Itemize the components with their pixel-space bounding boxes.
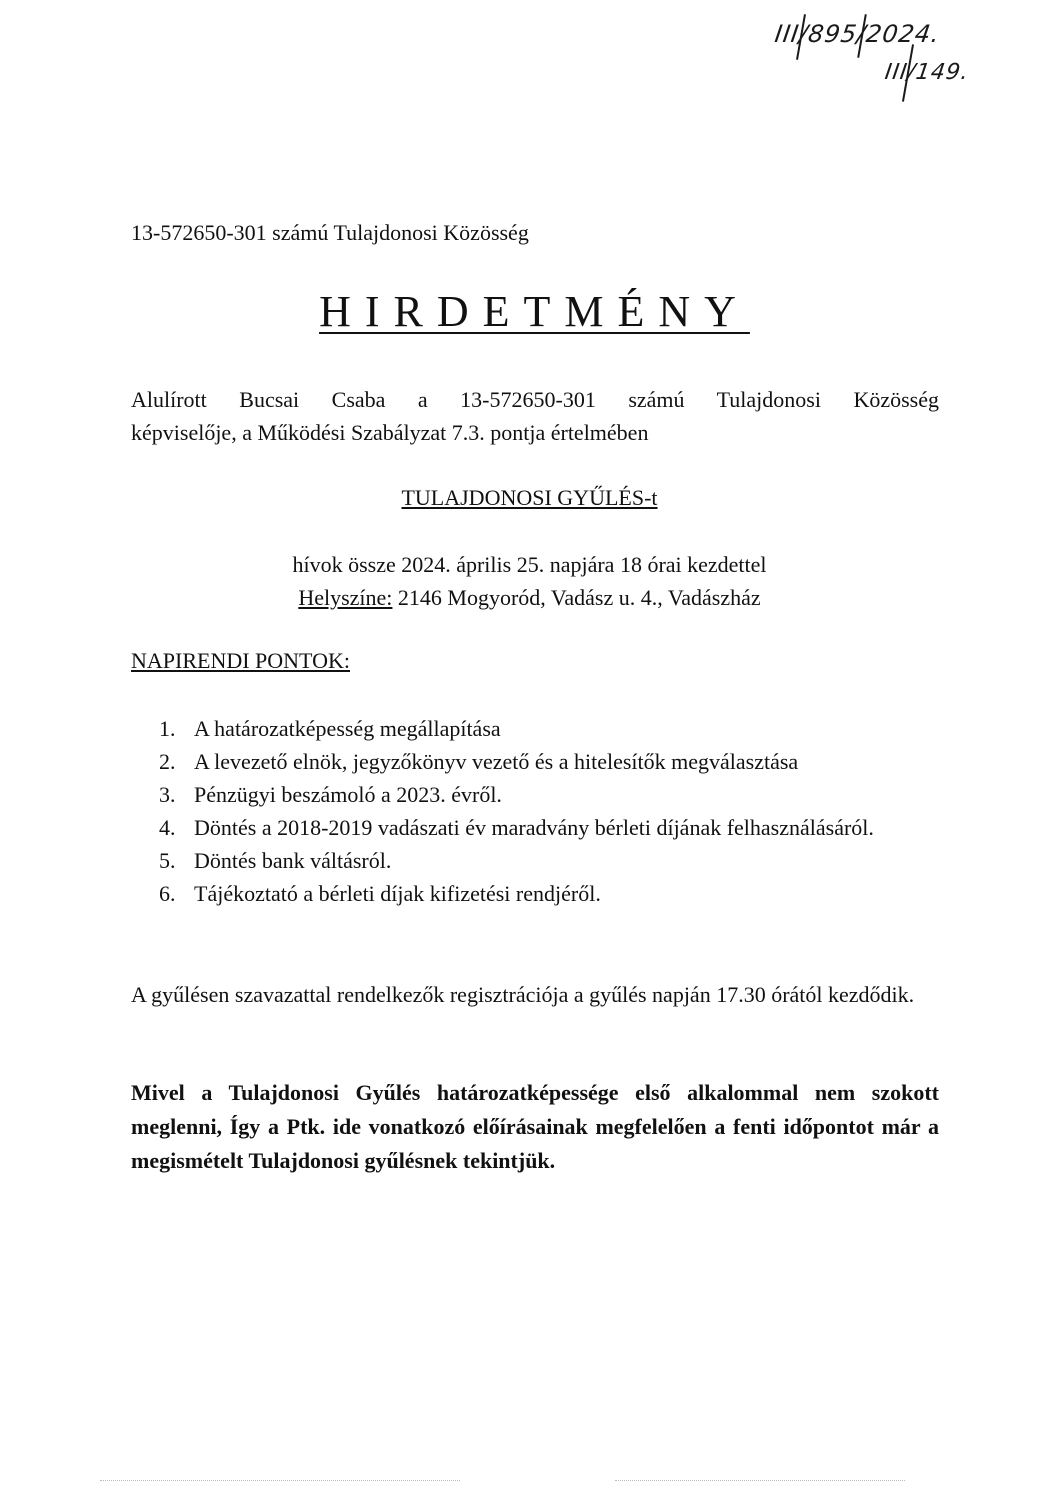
- agenda-item-number: 5.: [159, 848, 176, 873]
- agenda-item-text: Tájékoztató a bérleti díjak kifizetési rendjéről.: [194, 881, 601, 906]
- footer-scan-artifact: [615, 1480, 905, 1483]
- agenda-item-number: 2.: [159, 749, 176, 774]
- intro-line-1: Alulírott Bucsai Csaba a 13-572650-301 számú Tulajdonosi Közösség: [131, 387, 939, 412]
- agenda-list: [159, 712, 939, 910]
- agenda-item-text: Döntés a 2018-2019 vadászati év maradvány bérleti díjának felhasználásáról.: [194, 815, 874, 840]
- meeting-title-text: TULAJDONOSI GYŰLÉS-t: [401, 485, 658, 510]
- agenda-item-number: 4.: [159, 815, 176, 840]
- agenda-item-number: 1.: [159, 716, 176, 741]
- handwritten-reference-number: III/895/2024.: [773, 20, 942, 48]
- agenda-item: [159, 745, 939, 778]
- invitation-block: [0, 548, 1059, 614]
- footer-scan-artifact: [100, 1480, 460, 1483]
- handwritten-sub-reference: III/149.: [883, 60, 971, 85]
- meeting-date-line: hívok össze 2024. április 25. napjára 18 órai kezdettel: [292, 552, 767, 577]
- location-value: 2146 Mogyoród, Vadász u. 4., Vadászház: [392, 585, 761, 610]
- intro-paragraph: [131, 383, 939, 449]
- agenda-item: [159, 778, 939, 811]
- meeting-title: [0, 485, 1059, 511]
- agenda-item-number: 3.: [159, 782, 176, 807]
- intro-line-2: képviselője, a Működési Szabályzat 7.3. pontja értelmében: [131, 420, 649, 445]
- document-title: [0, 286, 1059, 337]
- agenda-item-number: 6.: [159, 881, 176, 906]
- agenda-item-text: A határozatképesség megállapítása: [194, 716, 501, 741]
- location-label: Helyszíne:: [298, 585, 393, 610]
- meeting-location-line: [0, 581, 1059, 614]
- agenda-heading: NAPIRENDI PONTOK:: [131, 648, 350, 673]
- agenda-item: [159, 844, 939, 877]
- agenda-item: [159, 877, 939, 910]
- community-identifier: 13-572650-301 számú Tulajdonosi Közösség: [131, 220, 529, 245]
- agenda-item-text: Pénzügyi beszámoló a 2023. évről.: [194, 782, 502, 807]
- agenda-item: [159, 712, 939, 745]
- agenda-item-text: Döntés bank váltásról.: [194, 848, 392, 873]
- bold-notice-paragraph: Mivel a Tulajdonosi Gyűlés határozatképessége első alkalommal nem szokott meglenni, Így a Ptk. ide vonatkozó előírásainak megfelelően a fenti időpontot már a megismételt Tulajdonosi gyűlésnek tekintjük.: [131, 1080, 939, 1173]
- document-title-text: HIRDETMÉNY: [319, 287, 750, 336]
- agenda-item-text: A levezető elnök, jegyzőkönyv vezető és a hitelesítők megválasztása: [194, 749, 799, 774]
- registration-paragraph: A gyűlésen szavazattal rendelkezők regisztrációja a gyűlés napján 17.30 órától kezdődik.: [131, 982, 915, 1007]
- agenda-item: [159, 811, 939, 844]
